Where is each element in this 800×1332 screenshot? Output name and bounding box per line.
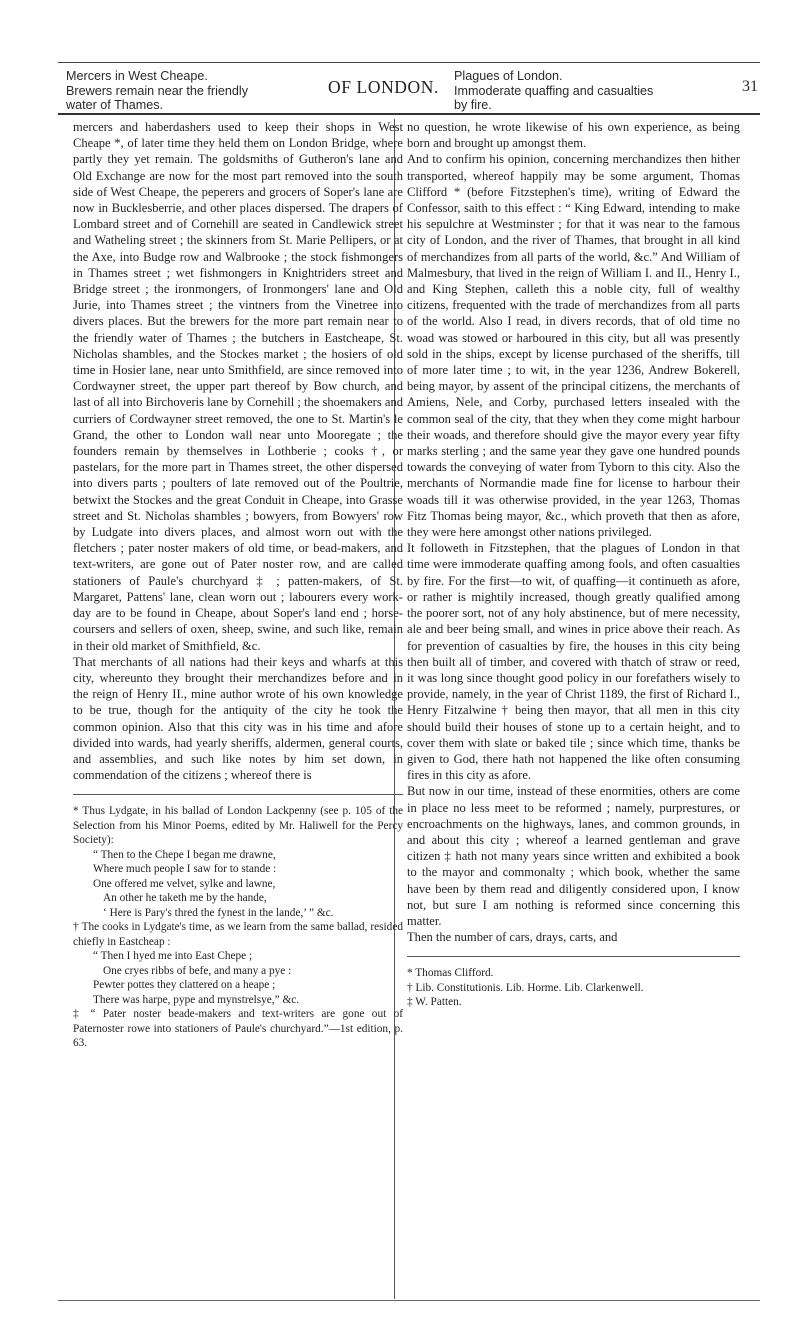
right-heading-line: Immoderate quaffing and casualties <box>454 83 654 98</box>
footnote-verse: There was harpe, pype and mynstrelsye,” &c. <box>93 993 300 1006</box>
paragraph: It followeth in Fitzstephen, that the plagues of London in that time were immoderate quaffing among fools, and often casualties by fire. For the first—to wit, of quaffing—it continueth as afore, or rather is mightily increased, though greatly qualified among the poorer sort, not of any holy abstinence, but of mere necessity, ale and beer being small, and wines in price above their reach. As for prevention of casualties by fire, the houses in this city being then built all of timber, and covered with thatch of straw or reed, it was long since thought good policy in our forefathers wisely to provide, namely, in the year of Christ 1189, the first of Richard I., Henry Fitzalwine † being then mayor, that all men in this city should build their houses of stone up to a certain height, and to cover them with slate or baked tile ; since which time, thanks be given to God, there hath not happened the like often consuming fires in this city as afore. <box>407 541 740 783</box>
top-rule <box>58 62 760 63</box>
paragraph: But now in our time, instead of these enormities, others are come in place no less meet to be reformed ; namely, purprestures, or encroachments on the highways, lanes, and common grounds, in and about this city ; whereof a learned gentleman and grave citizen ‡ hath not many years since written and exhibited a book to the mayor and commonalty ; which book, whether the same have been by them read and diligently considered upon, I know not, but sure I am nothing is reformed since concerning this matter. <box>407 784 740 928</box>
footnote: † The cooks in Lydgate's time, as we learn from the same ballad, resided chiefly in Eastcheap : <box>73 921 403 948</box>
footnote: * Thomas Clifford. <box>407 967 494 980</box>
paragraph: mercers and haberdashers used to keep their shops in West Cheape *, of later time they held them on London Bridge, where partly they yet remain. The goldsmiths of Gutheron's lane and Old Exchange are now for the most part removed into the south side of West Cheape, the peperers and grocers of Soper's lane are now in Bucklesberrie, and other places dispersed. The drapers of Lombard street and of Cornehill are seated in Candlewick street and Watheling street ; the skinners from St. Marie Pellipers, or at the Axe, into Budge row and Walbrooke ; the stock fishmongers in Thames street ; wet fishmongers in Knightriders street and Bridge street ; the ironmongers, of Ironmongers' lane and Old Jurie, into Thames street ; the vintners from the Vinetree into divers places. But the brewers for the more part remain near to the friendly water of Thames ; the butchers in Eastcheape, St. Nicholas shambles, and the Stockes market ; the hosiers of old time in Hosier lane, near unto Smithfield, are since removed into Cordwayner street, the upper part thereof by Bow church, and last of all into Birchoveris lane by Cornehill ; the shoemakers and curriers of Cordwayner street removed, the one to St. Martin's le Grand, the other to London wall near unto Mooregate ; the founders remain by themselves in Lothberie ; cooks †, or pastelars, for the more part in Thames street, the other dispersed into divers parts ; poulters of late removed out of the Poultrie, betwixt the Stockes and the great Conduit in Cheape, into Grasse street and St. Nicholas shambles ; bowyers, from Bowyers' row by Ludgate into divers places, and almost worn out with the fletchers ; pater noster makers of old time, or bead-makers, and text-writers, are gone out of Pater noster row, and are called stationers of Paule's churchyard ‡ ; patten-makers, of St. Margaret, Pattens' lane, clean worn out ; labourers every work-day are to be found in Cheape, about Soper's land end ; horse-coursers and sellers of oxen, sheep, swine, and such like, remain in their old market of Smithfield, &c. <box>73 120 403 653</box>
paragraph: That merchants of all nations had their keys and wharfs at this city, whereunto they brought their merchandizes before and in the reign of Henry II., mine author wrote of his own knowledge to be true, though for the antiquity of the city he took the common opinion. Also that this city was in his time and afore divided into wards, had yearly sheriffs, aldermen, general courts, and assemblies, and such like notes by him set down, in commendation of the citizens ; whereof there is <box>73 654 403 783</box>
left-column <box>73 119 403 1051</box>
footnote-verse: One cryes ribbs of befe, and many a pye : <box>103 964 292 977</box>
left-heading-line: Mercers in West Cheape. <box>66 69 208 83</box>
left-heading-line: Brewers remain near the friendly <box>66 83 248 98</box>
right-heading-line: by fire. <box>454 98 492 112</box>
bottom-rule <box>58 1300 760 1301</box>
footnote-rule <box>73 794 403 795</box>
left-heading-line: water of Thames. <box>66 98 164 112</box>
paragraph: Then the number of cars, drays, carts, and <box>407 930 618 945</box>
footnote: ‡ “ Pater noster beade-makers and text-writers are gone out of Paternoster rowe into stationers of Paule's churchyard.”—1st edition, p. 63. <box>73 1008 403 1050</box>
running-title: OF LONDON. <box>328 77 439 97</box>
header-rule <box>58 113 760 115</box>
footnote-verse: “ Then I hyed me into East Chepe ; <box>93 950 253 963</box>
paragraph: no question, he wrote likewise of his own experience, as being born and brought up amongst them. <box>407 120 740 151</box>
footnote-verse: Pewter pottes they clattered on a heape ; <box>93 979 276 992</box>
right-heading-line: Plagues of London. <box>454 69 563 83</box>
right-marginal-headings <box>454 69 714 113</box>
footnote-verse: Where much people I saw for to stande : <box>93 863 277 876</box>
page-number: 31 <box>742 78 758 95</box>
footnote-rule <box>407 956 740 957</box>
footnote: † Lib. Constitutionis. Lib. Horme. Lib. Clarkenwell. <box>407 981 644 994</box>
footnote-verse: ‘ Here is Pary's thred the fynest in the lande,’ ” &c. <box>103 906 334 919</box>
footnote: * Thus Lydgate, in his ballad of London Lackpenny (see p. 105 of the Selection from his Minor Poems, edited by Mr. Haliwell for the Percy Society): <box>73 805 403 847</box>
footnote: ‡ W. Patten. <box>407 996 462 1009</box>
right-column <box>407 119 740 1010</box>
footnote-verse: “ Then to the Chepe I began me drawne, <box>93 848 276 861</box>
footnote-verse: An other he taketh me by the hande, <box>103 892 267 905</box>
running-header <box>66 69 760 112</box>
paragraph: And to confirm his opinion, concerning merchandizes then hither transported, whereof happily may be some argument, Thomas Clifford * (before Fitzstephen's time), writing of Edward the Confessor, saith to this effect : “ King Edward, intending to make his sepulchre at Westminster ; for that it was near to the famous city of London, and the river of Thames, that brought in all kind of merchandizes from all parts of the world, &c.” And William of Malmesbury, that lived in the reign of William I. and II., Henry I., and King Stephen, calleth this a noble city, full of wealthy citizens, frequented with the trade of merchandizes from all parts of the world. Also I read, in divers records, that of old time no woad was stowed or harboured in this city, but all was presently sold in the ships, except by license purchased of the sheriffs, till of more later time ; to wit, in the year 1236, Andrew Bokerell, being mayor, by assent of the principal citizens, the merchants of Amiens, Nele, and Corby, purchased letters insealed with the common seal of the city, that they when they come might harbour their woads, and therefore should give the mayor every year fifty marks sterling ; and the same year they gave one hundred pounds towards the conveying of water from Tyborn to this city. Also the merchants of Normandie made fine for license to harbour their woads till it was otherwise provided, in the year 1263, Thomas Fitz Thomas being mayor, &c., which proveth that then as afore, they were here amongst other nations privileged. <box>407 152 740 540</box>
footnote-verse: One offered me velvet, sylke and lawne, <box>93 877 276 890</box>
left-marginal-headings <box>66 69 306 113</box>
